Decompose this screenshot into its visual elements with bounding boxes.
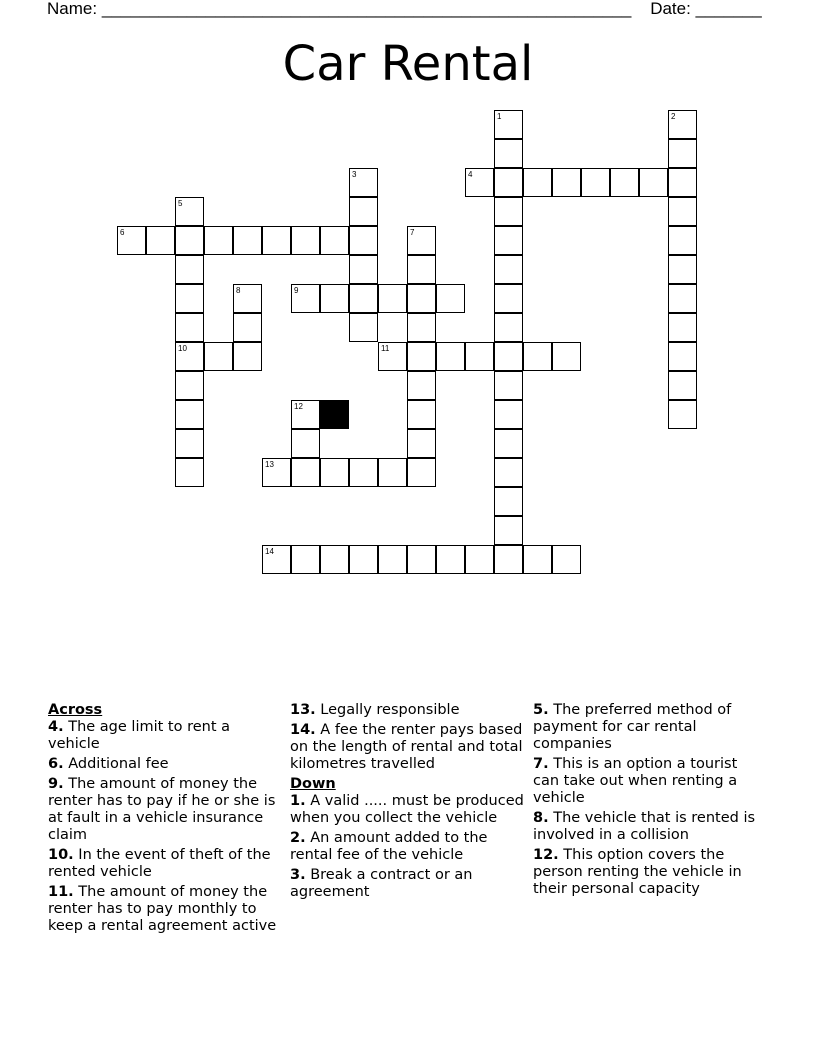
grid-cell[interactable] [291,284,320,313]
grid-cell[interactable] [117,226,146,255]
grid-cell[interactable] [494,197,523,226]
grid-cell[interactable] [407,226,436,255]
grid-cell[interactable] [175,429,204,458]
grid-cell[interactable] [349,458,378,487]
grid-cell[interactable] [494,429,523,458]
clue-number: 8 [236,286,241,295]
name-blank[interactable]: ________________________________________________________ [101,0,632,18]
across-heading: Across [48,702,103,718]
grid-cell[interactable] [668,400,697,429]
grid-cell[interactable] [378,545,407,574]
grid-cell[interactable] [407,342,436,371]
grid-cell[interactable] [233,226,262,255]
clue-number: 6 [120,228,125,237]
grid-cell[interactable] [581,168,610,197]
grid-cell[interactable] [204,342,233,371]
grid-cell[interactable] [436,545,465,574]
clue-down-1: 1. A valid ..... must be produced when you collect the vehicle [290,793,524,826]
grid-cell[interactable] [349,255,378,284]
clue-number: 14 [265,547,274,556]
grid-cell[interactable] [494,545,523,574]
clue-across-10: 10. In the event of theft of the rented vehicle [48,847,271,880]
clue-across-4: 4. The age limit to rent a vehicle [48,719,231,752]
grid-cell[interactable] [494,139,523,168]
grid-cell[interactable] [349,168,378,197]
grid-cell[interactable] [668,313,697,342]
clue-down-2: 2. An amount added to the rental fee of the vehicle [290,830,488,863]
grid-cell[interactable] [175,371,204,400]
clue-across-9: 9. The amount of money the renter has to pay if he or she is at fault in a vehicle insurance claim [48,776,276,843]
grid-cell[interactable] [465,342,494,371]
grid-cell[interactable] [407,545,436,574]
clue-number: 4 [468,170,473,179]
grid-cell[interactable] [494,400,523,429]
grid-cell[interactable] [494,342,523,371]
grid-cell[interactable] [233,342,262,371]
grid-cell[interactable] [668,110,697,139]
clue-number: 10 [178,344,187,353]
grid-cell[interactable] [320,458,349,487]
grid-cell[interactable] [349,284,378,313]
grid-cell[interactable] [291,400,320,429]
grid-cell[interactable] [552,168,581,197]
grid-cell[interactable] [175,313,204,342]
grid-cell[interactable] [494,255,523,284]
clue-number: 2 [671,112,676,121]
grid-cell[interactable] [378,458,407,487]
grid-cell[interactable] [668,255,697,284]
grid-cell[interactable] [233,313,262,342]
grid-cell[interactable] [146,226,175,255]
black-cell [320,400,349,429]
grid-cell[interactable] [204,226,233,255]
clue-number: 12 [294,402,303,411]
grid-cell[interactable] [494,487,523,516]
date-blank[interactable]: _______ [695,0,762,18]
clue-number: 13 [265,460,274,469]
grid-cell[interactable] [407,371,436,400]
grid-cell[interactable] [610,168,639,197]
clue-down-12: 12. This option covers the person renting the vehicle in their personal capacity [533,847,742,897]
grid-cell[interactable] [320,284,349,313]
grid-cell[interactable] [291,226,320,255]
grid-cell[interactable] [668,371,697,400]
grid-cell[interactable] [233,284,262,313]
clue-down-8: 8. The vehicle that is rented is involved in a collision [533,810,756,843]
clue-number: 1 [497,112,502,121]
grid-cell[interactable] [523,168,552,197]
grid-cell[interactable] [523,545,552,574]
grid-cell[interactable] [349,226,378,255]
clue-number: 9 [294,286,299,295]
grid-cell[interactable] [494,168,523,197]
clue-across-6: 6. Additional fee [48,756,169,772]
grid-cell[interactable] [668,342,697,371]
grid-cell[interactable] [494,371,523,400]
grid-cell[interactable] [407,313,436,342]
grid-cell[interactable] [349,197,378,226]
clue-number: 3 [352,170,357,179]
grid-cell[interactable] [262,458,291,487]
grid-cell[interactable] [668,168,697,197]
grid-cell[interactable] [320,545,349,574]
grid-cell[interactable] [552,342,581,371]
clue-down-3: 3. Break a contract or an agreement [290,867,473,900]
clue-down-5: 5. The preferred method of payment for car rental companies [533,702,732,752]
grid-cell[interactable] [175,284,204,313]
grid-cell[interactable] [349,313,378,342]
grid-cell[interactable] [465,545,494,574]
clues-column-1 [48,702,280,938]
grid-cell[interactable] [523,342,552,371]
grid-cell[interactable] [291,545,320,574]
clue-number: 7 [410,228,415,237]
clue-across-14: 14. A fee the renter pays based on the length of rental and total kilometres travelled [290,722,523,772]
grid-cell[interactable] [175,197,204,226]
grid-cell[interactable] [552,545,581,574]
grid-cell[interactable] [436,342,465,371]
clue-number: 5 [178,199,183,208]
grid-cell[interactable] [668,197,697,226]
grid-cell[interactable] [494,516,523,545]
clues-column-2 [290,702,526,904]
grid-cell[interactable] [378,284,407,313]
grid-cell[interactable] [262,226,291,255]
clue-across-13: 13. Legally responsible [290,702,460,718]
grid-cell[interactable] [668,139,697,168]
grid-cell[interactable] [407,400,436,429]
grid-cell[interactable] [465,168,494,197]
name-label: Name: [47,0,98,18]
clue-number: 11 [381,344,390,353]
grid-cell[interactable] [407,255,436,284]
grid-cell[interactable] [494,284,523,313]
clue-down-7: 7. This is an option a tourist can take out when renting a vehicle [533,756,738,806]
page-title: Car Rental [282,36,534,92]
grid-cell[interactable] [262,545,291,574]
grid-cell[interactable] [494,313,523,342]
clue-across-11: 11. The amount of money the renter has to pay monthly to keep a rental agreement active [48,884,277,934]
grid-cell[interactable] [175,342,204,371]
grid-cell[interactable] [668,284,697,313]
grid-cell[interactable] [378,342,407,371]
grid-cell[interactable] [175,226,204,255]
grid-cell[interactable] [291,429,320,458]
grid-cell[interactable] [494,226,523,255]
grid-cell[interactable] [349,545,378,574]
grid-cell[interactable] [494,110,523,139]
grid-cell[interactable] [291,458,320,487]
down-heading: Down [290,776,336,792]
grid-cell[interactable] [668,226,697,255]
grid-cell[interactable] [639,168,668,197]
grid-cell[interactable] [175,400,204,429]
grid-cell[interactable] [436,284,465,313]
clues-column-3 [533,702,765,901]
grid-cell[interactable] [320,226,349,255]
grid-cell[interactable] [407,458,436,487]
grid-cell[interactable] [407,284,436,313]
grid-cell[interactable] [407,429,436,458]
grid-cell[interactable] [494,458,523,487]
grid-cell[interactable] [175,255,204,284]
grid-cell[interactable] [175,458,204,487]
date-label: Date: [650,0,691,18]
